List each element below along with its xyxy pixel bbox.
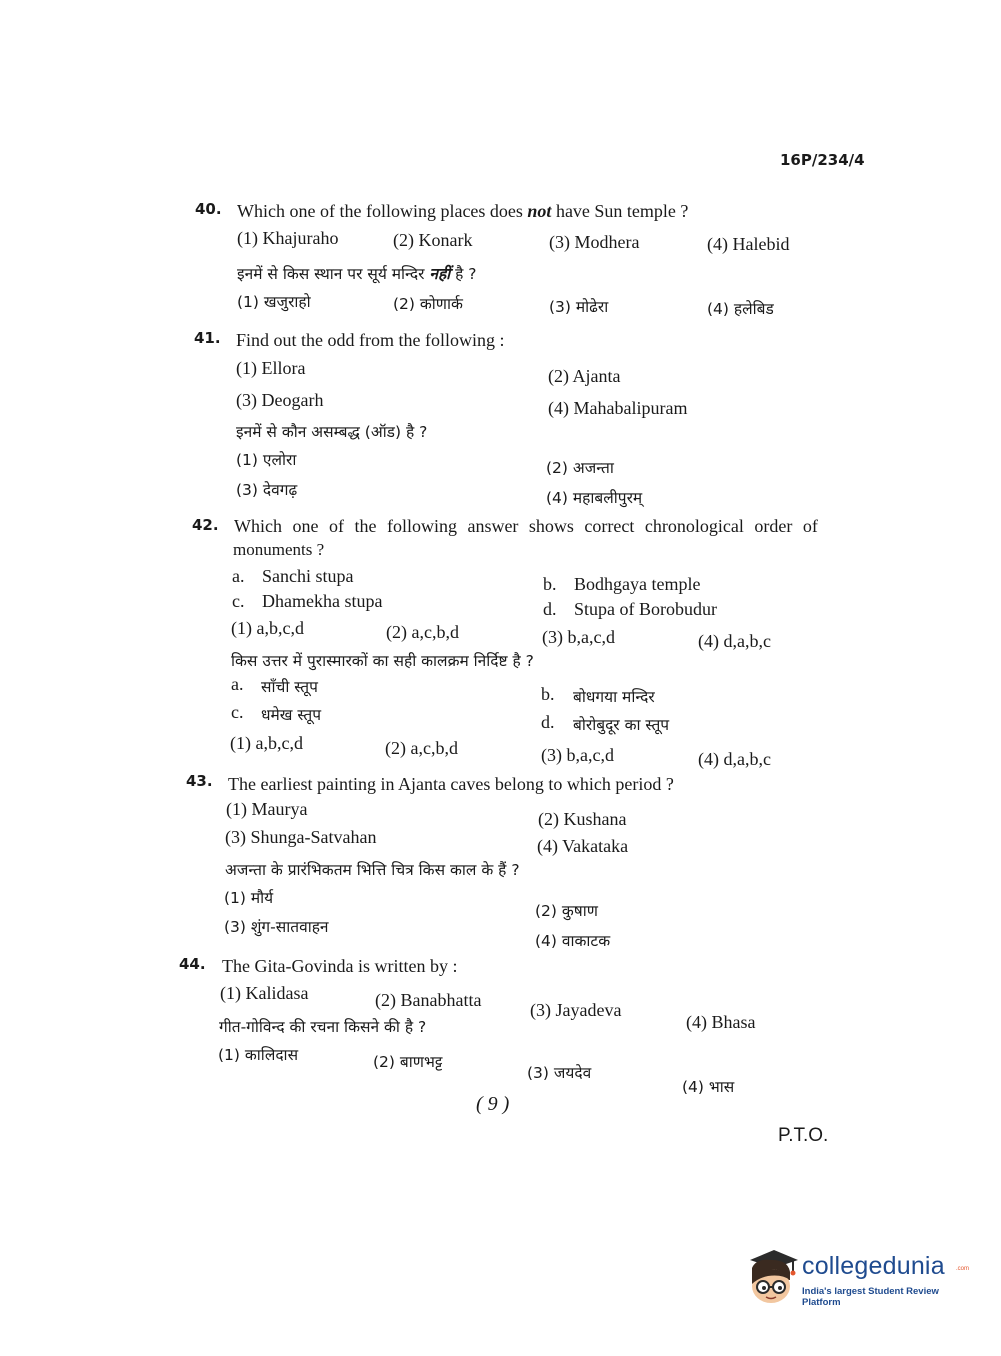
option-en[interactable]: (1) Khajuraho (237, 228, 339, 248)
item-text: Sanchi stupa (262, 566, 354, 586)
item-label: c. (232, 591, 245, 611)
option-hi[interactable]: (2) a,c,b,d (385, 738, 458, 758)
question-number: 43. (186, 772, 213, 790)
item-text: Stupa of Borobudur (574, 599, 717, 619)
item-label: c. (231, 702, 244, 722)
option-en[interactable]: (4) Bhasa (686, 1012, 756, 1032)
option-en[interactable]: (1) Maurya (226, 799, 308, 819)
option-hi[interactable]: (1) कालिदास (218, 1046, 299, 1064)
mascot-icon (742, 1246, 804, 1308)
emphasis-not: not (527, 201, 552, 221)
text-part: have Sun temple ? (551, 201, 689, 221)
item-label: a. (232, 566, 245, 586)
item-text: साँची स्तूप (261, 678, 318, 696)
item-label: b. (541, 684, 555, 704)
option-hi[interactable]: (2) कुषाण (535, 902, 598, 920)
option-en[interactable]: (2) Banabhatta (375, 990, 482, 1010)
item-label: d. (541, 712, 555, 732)
option-en[interactable]: (2) Ajanta (548, 366, 621, 386)
option-en[interactable]: (3) Modhera (549, 232, 640, 252)
question-text-hi: इनमें से कौन असम्बद्ध (ऑड) है ? (236, 423, 428, 441)
option-hi[interactable]: (2) अजन्ता (546, 459, 614, 477)
option-hi[interactable]: (4) महाबलीपुरम् (546, 489, 643, 507)
question-number: 41. (194, 329, 221, 347)
collegedunia-logo (742, 1246, 972, 1316)
question-text-hi (237, 262, 477, 284)
brand-suffix: .com (956, 1266, 970, 1272)
question-text-en: The earliest painting in Ajanta caves belong to which period ? (228, 774, 674, 794)
option-en[interactable]: (2) a,c,b,d (386, 622, 459, 642)
item-text: Bodhgaya temple (574, 574, 701, 594)
option-en[interactable]: (4) Halebid (707, 234, 790, 254)
option-en[interactable]: (1) Ellora (236, 358, 306, 378)
item-text: धमेख स्तूप (261, 706, 322, 724)
option-hi[interactable]: (4) वाकाटक (535, 932, 611, 950)
option-hi[interactable]: (1) खजुराहो (237, 293, 311, 311)
page-number: ( 9 ) (476, 1093, 510, 1115)
question-text-en: Find out the odd from the following : (236, 330, 505, 350)
question-number: 42. (192, 516, 219, 534)
option-hi[interactable]: (4) भास (682, 1078, 735, 1096)
option-en[interactable]: (3) Jayadeva (530, 1000, 622, 1020)
option-en[interactable]: (3) Deogarh (236, 390, 324, 410)
option-en[interactable]: (2) Kushana (538, 809, 627, 829)
pto-label: P.T.O. (778, 1125, 829, 1146)
option-hi[interactable]: (3) b,a,c,d (541, 745, 614, 765)
option-hi[interactable]: (3) देवगढ़ (236, 481, 298, 499)
option-hi[interactable]: (1) मौर्य (224, 889, 274, 907)
option-en[interactable]: (3) b,a,c,d (542, 627, 615, 647)
paper-code: 16P/234/4 (780, 151, 865, 169)
item-text: Dhamekha stupa (262, 591, 383, 611)
text-part: है ? (450, 265, 477, 283)
question-text-hi: अजन्ता के प्रारंभिकतम भित्ति चित्र किस काल के हैं ? (225, 861, 520, 879)
option-en[interactable]: (1) a,b,c,d (231, 618, 304, 638)
item-label: d. (543, 599, 557, 619)
text-part: इनमें से किस स्थान पर सूर्य मन्दिर (237, 265, 430, 283)
question-text-en (237, 201, 688, 222)
question-text-en-cont: monuments ? (233, 540, 325, 559)
question-text-hi: किस उत्तर में पुरास्मारकों का सही कालक्रम निर्दिष्ट है ? (231, 652, 534, 670)
option-en[interactable]: (3) Shunga-Satvahan (225, 827, 377, 847)
text-part: Which one of the following places does (237, 201, 528, 221)
question-number: 40. (195, 200, 222, 218)
option-en[interactable]: (4) Mahabalipuram (548, 398, 688, 418)
item-label: a. (231, 674, 244, 694)
item-label: b. (543, 574, 557, 594)
brand-tagline: India's largest Student Review Platform (802, 1286, 939, 1308)
question-text-hi: गीत-गोविन्द की रचना किसने की है ? (219, 1018, 427, 1036)
option-hi[interactable]: (3) जयदेव (527, 1064, 592, 1082)
brand-name: collegedunia (802, 1252, 945, 1280)
option-hi[interactable]: (1) एलोरा (236, 451, 297, 469)
option-hi[interactable]: (1) a,b,c,d (230, 733, 303, 753)
item-text: बोधगया मन्दिर (573, 688, 655, 706)
option-hi[interactable]: (4) d,a,b,c (698, 749, 771, 769)
option-en[interactable]: (1) Kalidasa (220, 983, 309, 1003)
option-en[interactable]: (2) Konark (393, 230, 473, 250)
question-text-en: Which one of the following answer shows correct chronological order of (234, 516, 818, 536)
option-hi[interactable]: (2) कोणार्क (393, 295, 463, 313)
item-text: बोरोबुदूर का स्तूप (573, 716, 670, 734)
option-hi[interactable]: (4) हलेबिड (707, 300, 774, 318)
option-en[interactable]: (4) d,a,b,c (698, 631, 771, 651)
option-en[interactable]: (4) Vakataka (537, 836, 629, 856)
emphasis-nahin: नहीं (429, 265, 451, 283)
option-hi[interactable]: (3) मोढेरा (549, 298, 609, 316)
option-hi[interactable]: (3) शुंग-सातवाहन (224, 918, 329, 936)
question-number: 44. (179, 955, 206, 973)
option-hi[interactable]: (2) बाणभट्ट (373, 1053, 443, 1071)
question-text-en: The Gita-Govinda is written by : (222, 956, 458, 976)
